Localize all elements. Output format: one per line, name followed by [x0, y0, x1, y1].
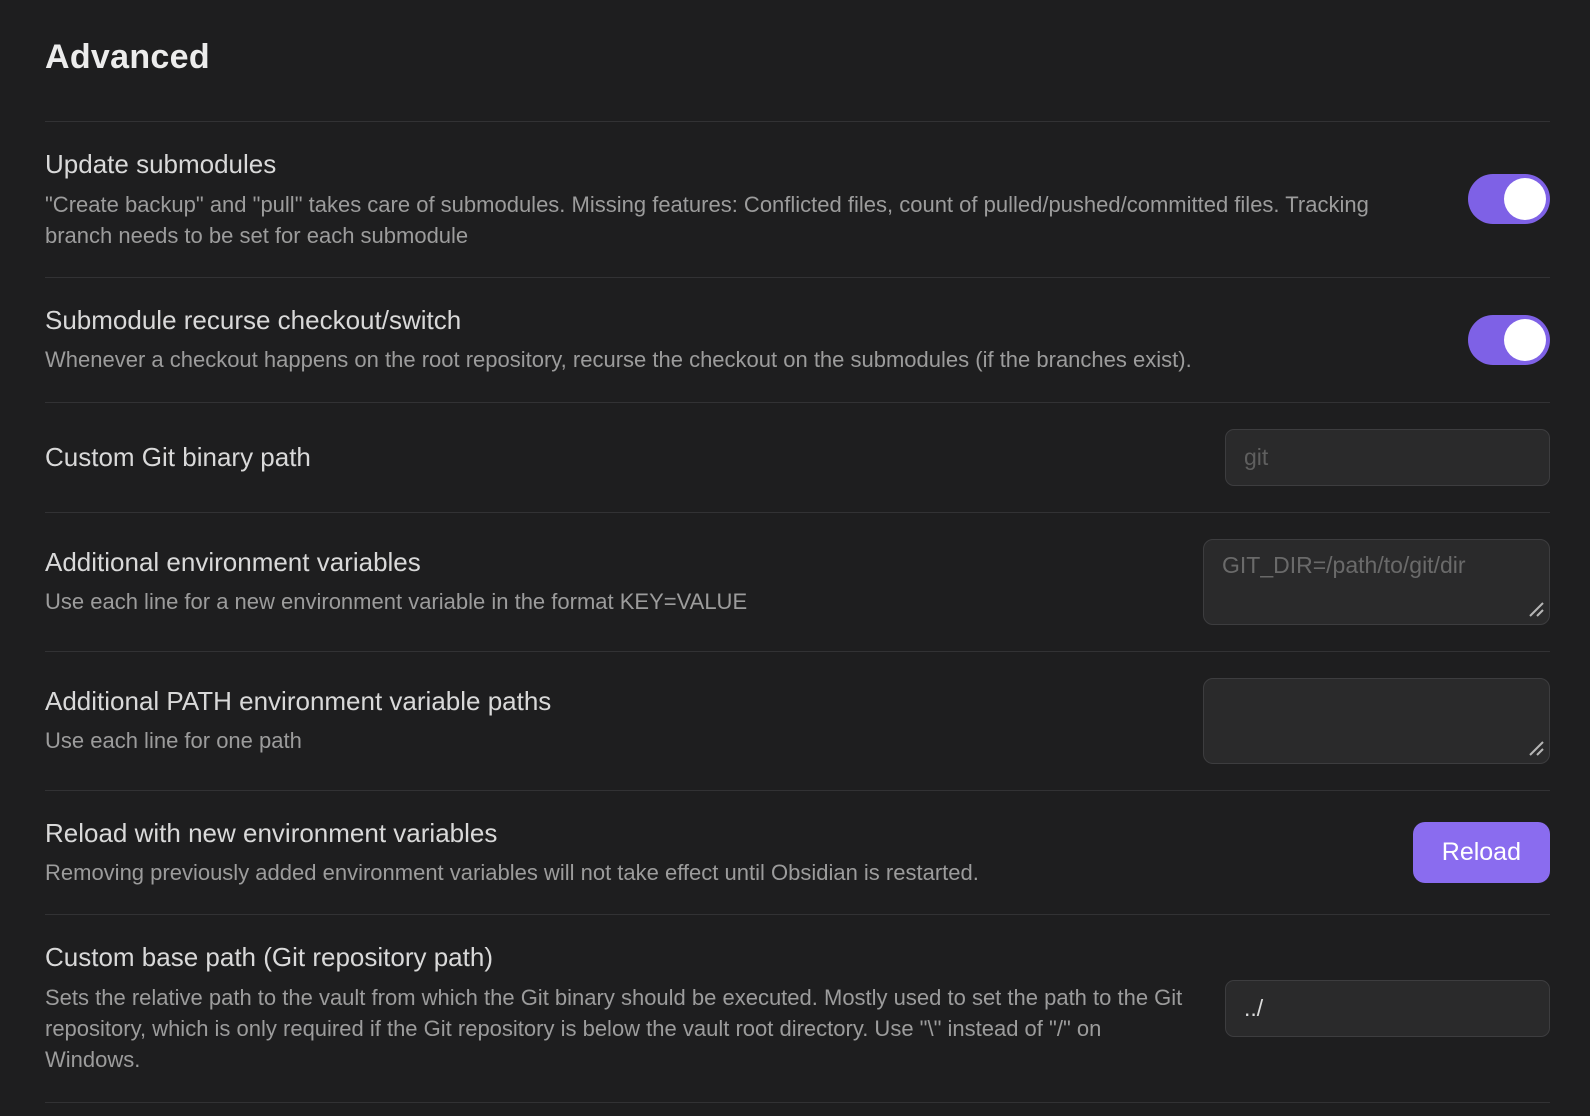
setting-name: Additional PATH environment variable paths [45, 685, 552, 716]
setting-description: Removing previously added environment variables will not take effect until Obsidian is restarted. [45, 860, 979, 886]
setting-description: Use each line for one path [45, 728, 302, 754]
setting-control [1203, 678, 1550, 764]
setting-name: Additional environment variables [45, 546, 421, 577]
setting-row-submodule-recurse [45, 277, 1550, 402]
setting-name: Reload with new environment variables [45, 817, 498, 848]
setting-control [1203, 539, 1550, 625]
setting-row-reload-env [45, 790, 1550, 915]
setting-control [1225, 980, 1550, 1037]
git-binary-path-input[interactable] [1225, 429, 1550, 486]
setting-info [45, 304, 1438, 376]
textarea-wrap [1203, 539, 1550, 625]
setting-description: Sets the relative path to the vault from which the Git binary should be executed. Mostly used to set the path to the Git repository, which is only required if the Git repository is below the vault root directory. Use "\" instead of "/" on Windows. [45, 984, 1183, 1073]
setting-name: Custom Git binary path [45, 441, 311, 472]
reload-button[interactable]: Reload [1413, 822, 1550, 883]
setting-info [45, 941, 1195, 1075]
setting-row-path-env-paths [45, 651, 1550, 790]
update-submodules-toggle[interactable] [1468, 174, 1550, 224]
setting-control [1413, 822, 1550, 883]
textarea-wrap [1203, 678, 1550, 764]
setting-row-env-variables [45, 512, 1550, 651]
setting-info [45, 546, 1173, 618]
setting-description: Use each line for a new environment variable in the format KEY=VALUE [45, 589, 748, 615]
toggle-knob [1504, 319, 1546, 361]
setting-row-git-binary-path [45, 402, 1550, 512]
setting-control [1225, 429, 1550, 486]
setting-control [1468, 174, 1550, 224]
submodule-recurse-toggle[interactable] [1468, 315, 1550, 365]
env-variables-textarea[interactable] [1203, 539, 1550, 625]
setting-info [45, 148, 1438, 251]
toggle-knob [1504, 178, 1546, 220]
setting-info [45, 817, 1383, 889]
setting-description: Whenever a checkout happens on the root repository, recurse the checkout on the submodules (if the branches exist). [45, 347, 1192, 373]
setting-name: Submodule recurse checkout/switch [45, 304, 462, 335]
path-env-paths-textarea[interactable] [1203, 678, 1550, 764]
setting-info [45, 685, 1173, 757]
setting-name: Update submodules [45, 149, 277, 179]
setting-description: "Create backup" and "pull" takes care of submodules. Missing features: Conflicted files, count of pulled/pushed/committed files. Tracking branch needs to be set for each submodule [45, 191, 1369, 248]
page-title: Advanced [45, 38, 210, 76]
setting-row-custom-base-path [45, 914, 1550, 1102]
setting-control [1468, 315, 1550, 365]
setting-info [45, 441, 1195, 474]
setting-row-update-submodules [45, 121, 1550, 277]
setting-name: Custom base path (Git repository path) [45, 942, 493, 973]
custom-base-path-input[interactable] [1225, 980, 1550, 1037]
